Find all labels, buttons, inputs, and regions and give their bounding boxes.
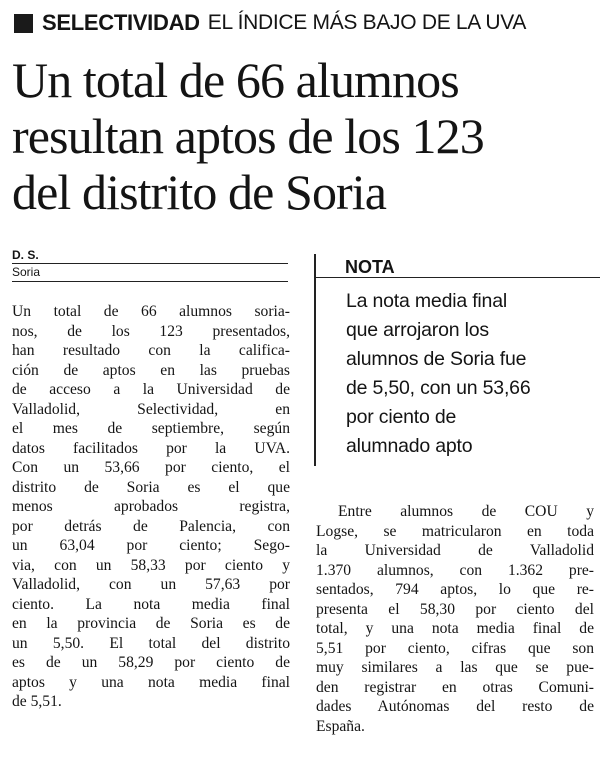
body-line: 5,51 por ciento, cifras que son (316, 639, 594, 657)
body-line: sentados, 794 aptos, lo que re- (316, 581, 594, 598)
body-line: 1.370 alumnos, con 1.362 pre- (316, 561, 594, 579)
sidebar-line: que arrojaron los (346, 319, 489, 341)
body-line: nos, de los 123 presentados, (12, 322, 290, 340)
body-left-column (12, 302, 290, 712)
body-line: de 5,51. (12, 693, 62, 710)
body-line: Con un 53,66 por ciento, el (12, 459, 290, 476)
byline-author: D. S. (12, 248, 39, 262)
body-line: menos aprobados registra, (12, 498, 290, 515)
body-line: Valladolid, Selectividad, en (12, 400, 290, 418)
headline-line: resultan aptos de los 123 (12, 108, 484, 164)
body-line: un 63,04 por ciento; Sego- (12, 537, 290, 554)
body-line: via, con un 58,33 por ciento y (12, 556, 290, 574)
body-line: por detrás de Palencia, con (12, 517, 290, 535)
body-line: han resultado con la califica- (12, 342, 290, 359)
headline-line: Un total de 66 alumnos (12, 52, 459, 108)
body-line: Logse, se matricularon en toda (316, 522, 594, 540)
sidebar-line: La nota media final (346, 290, 507, 312)
sidebar-divider (314, 254, 316, 466)
body-line: total, y una nota media final de (316, 620, 594, 637)
body-line: ciento. La nota media final (12, 595, 290, 613)
body-line: el mes de septiembre, según (12, 420, 290, 437)
body-line: aptos y una nota media final (12, 673, 290, 691)
body-right-column (316, 502, 594, 736)
body-line: muy similares a las que se pue- (316, 659, 594, 676)
byline (12, 248, 288, 282)
headline (12, 52, 602, 220)
kicker-section: SELECTIVIDAD (42, 10, 200, 35)
body-line: presenta el 58,30 por ciento del (316, 600, 594, 618)
body-line: den registrar en otras Comuni- (316, 678, 594, 696)
body-line: un 5,50. El total del distrito (12, 634, 290, 652)
body-line: ción de aptos en las pruebas (12, 361, 290, 379)
kicker (14, 6, 526, 40)
body-line: Valladolid, con un 57,63 por (12, 576, 290, 593)
sidebar-body (346, 287, 598, 461)
body-line: de acceso a la Universidad de (12, 381, 290, 398)
sidebar-line: de 5,50, con un 53,66 (346, 377, 531, 399)
kicker-tagline: EL ÍNDICE MÁS BAJO DE LA UVA (207, 11, 527, 34)
sidebar-title: NOTA (316, 256, 600, 278)
body-line: dades Autónomas del resto de (316, 698, 594, 715)
sidebar-line: por ciento de (346, 406, 457, 428)
byline-place: Soria (12, 263, 288, 282)
body-line: distrito de Soria es el que (12, 478, 290, 496)
body-line: la Universidad de Valladolid (316, 542, 594, 559)
body-line: datos facilitados por la UVA. (12, 439, 290, 457)
body-line: Entre alumnos de COU y (338, 503, 594, 520)
sidebar-line: alumnos de Soria fue (346, 348, 527, 370)
body-line: España. (316, 717, 365, 735)
body-line: Un total de 66 alumnos soria- (12, 303, 290, 320)
body-line: es de un 58,29 por ciento de (12, 654, 290, 671)
body-line: en la provincia de Soria es de (12, 615, 290, 632)
sidebar-line: alumnado apto (346, 435, 473, 457)
section-square-icon (14, 14, 33, 33)
headline-line: del distrito de Soria (12, 164, 387, 220)
